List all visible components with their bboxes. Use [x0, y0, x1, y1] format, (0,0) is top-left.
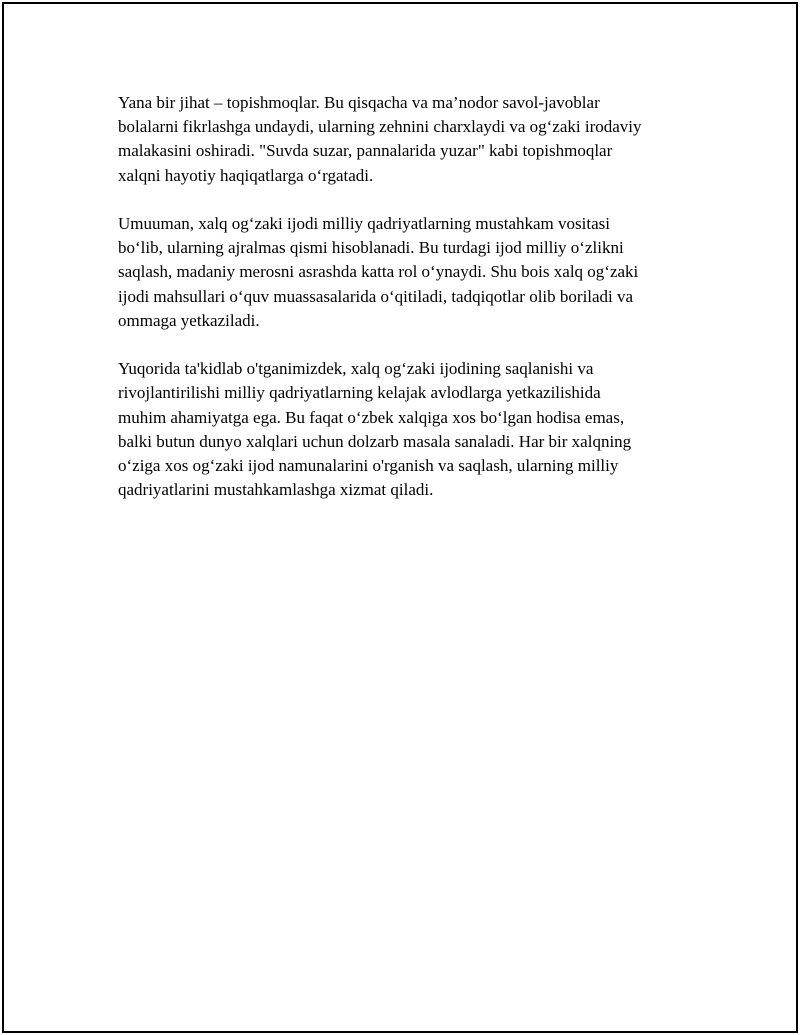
text-line: xalqni hayotiy haqiqatlarga o‘rgatadi. — [118, 165, 374, 185]
text-line: saqlash, madaniy merosni asrashda katta rol o‘ynaydi. Shu bois xalq og‘zaki — [118, 262, 639, 282]
text-line: Yana bir jihat – topishmoqlar. Bu qisqacha va ma’nodor savol-javoblar — [118, 93, 600, 112]
text-line: bolalarni fikrlashga undaydi, ularning zehnini charxlaydi va og‘zaki irodaviy — [118, 117, 642, 137]
paragraph-folklore-values — [118, 212, 698, 333]
paragraph-conclusion — [118, 357, 698, 502]
text-line: o‘ziga xos og‘zaki ijod namunalarini o'rganish va saqlash, ularning milliy — [118, 456, 619, 476]
text-line: muhim ahamiyatga ega. Bu faqat o‘zbek xalqiga xos bo‘lgan hodisa emas, — [118, 407, 625, 427]
document-body — [118, 91, 698, 527]
text-line: ijodi mahsullari o‘quv muassasalarida o‘qitiladi, tadqiqotlar olib boriladi va — [118, 286, 634, 306]
text-line: Yuqorida ta'kidlab o'tganimizdek, xalq og‘zaki ijodining saqlanishi va — [118, 359, 594, 379]
text-line: qadriyatlarini mustahkamlashga xizmat qiladi. — [118, 480, 434, 500]
text-line: balki butun dunyo xalqlari uchun dolzarb masala sanaladi. Har bir xalqning — [118, 431, 632, 451]
text-line: bo‘lib, ularning ajralmas qismi hisoblanadi. Bu turdagi ijod milliy o‘zlikni — [118, 238, 624, 258]
text-line: rivojlantirilishi milliy qadriyatlarning kelajak avlodlarga yetkazilishida — [118, 383, 601, 403]
text-line: ommaga yetkaziladi. — [118, 310, 260, 330]
text-line: Umuuman, xalq og‘zaki ijodi milliy qadriyatlarning mustahkam vositasi — [118, 214, 610, 233]
text-line: malakasini oshiradi. "Suvda suzar, pannalarida yuzar" kabi topishmoqlar — [118, 141, 613, 161]
paragraph-riddles — [118, 91, 698, 188]
